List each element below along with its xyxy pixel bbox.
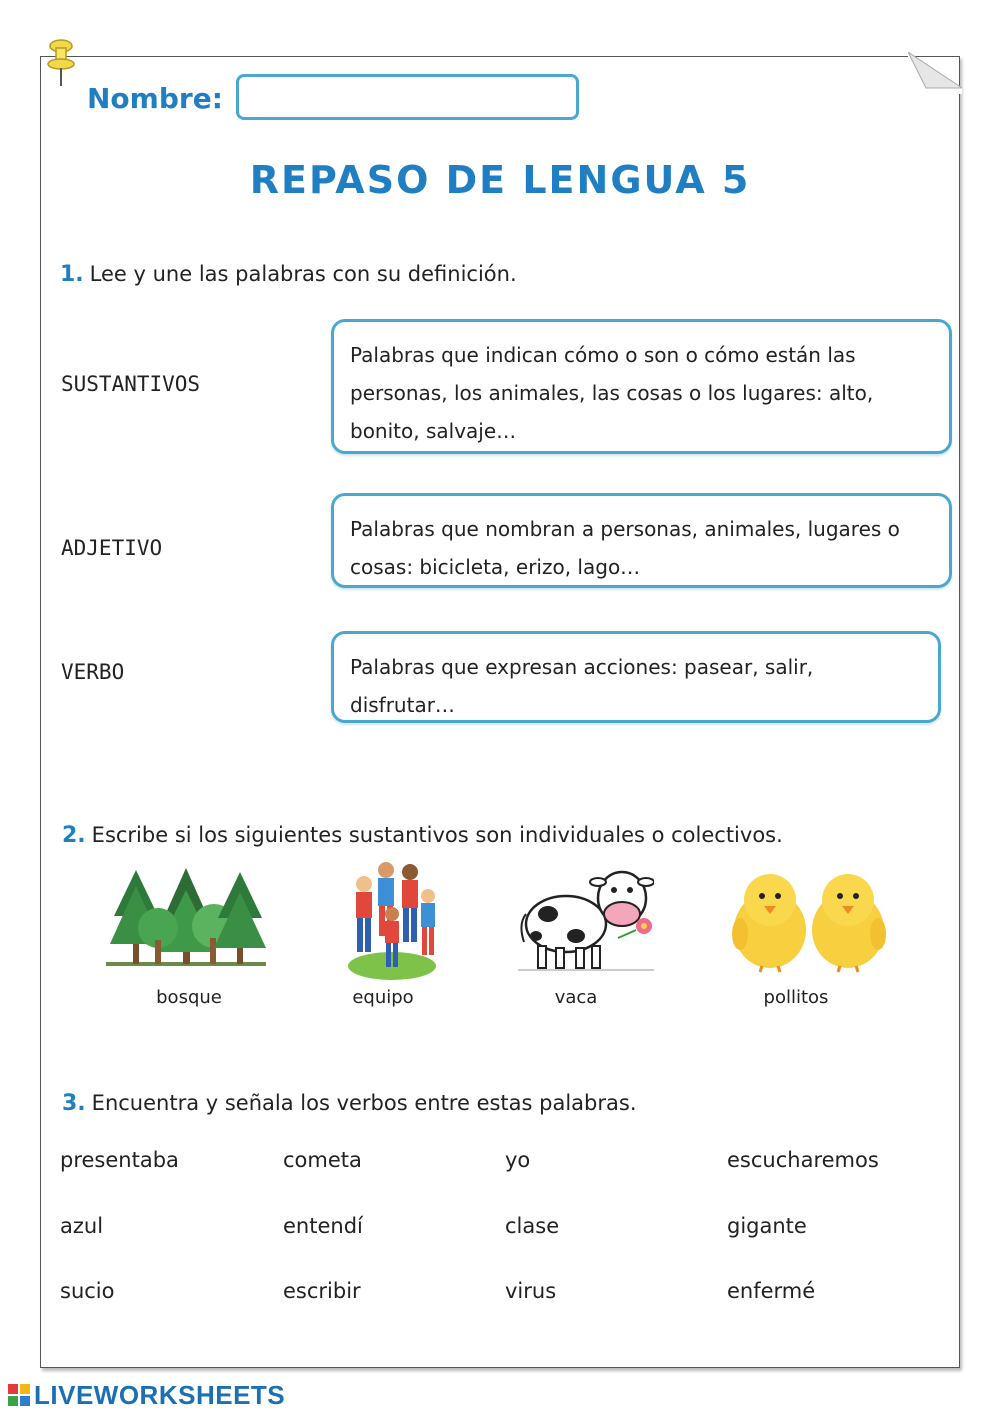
definition-box-2[interactable]: Palabras que nombran a personas, animales, lugares o cosas: bicicleta, erizo, lago… — [331, 493, 952, 588]
word-yo[interactable]: yo — [505, 1148, 531, 1172]
forest-icon — [106, 866, 266, 970]
exercise2-heading — [62, 823, 783, 848]
liveworksheets-logo-icon — [8, 1384, 30, 1406]
exercise1-instruction: Lee y une las palabras con su definición. — [89, 262, 517, 286]
worksheet-title: REPASO DE LENGUA 5 — [249, 158, 751, 202]
definition-box-1[interactable]: Palabras que indican cómo o son o cómo están las personas, los animales, las cosas o los lugares: alto, bonito, salvaje… — [331, 319, 952, 454]
word-gigante[interactable]: gigante — [727, 1214, 807, 1238]
word-clase[interactable]: clase — [505, 1214, 560, 1238]
exercise1-heading — [60, 262, 517, 287]
word-escucharemos[interactable]: escucharemos — [727, 1148, 879, 1172]
caption-vaca: vaca — [554, 987, 598, 1008]
term-sustantivos[interactable]: SUSTANTIVOS — [61, 372, 201, 396]
name-input[interactable] — [236, 74, 579, 120]
exercise2-instruction: Escribe si los siguientes sustantivos son individuales o colectivos. — [91, 823, 783, 847]
word-entendi[interactable]: entendí — [283, 1214, 363, 1238]
name-label: Nombre: — [87, 82, 223, 115]
cow-icon — [518, 864, 654, 974]
page-curl-icon — [908, 52, 962, 94]
word-azul[interactable]: azul — [60, 1214, 104, 1238]
caption-equipo: equipo — [352, 987, 414, 1008]
word-escribir[interactable]: escribir — [283, 1279, 361, 1303]
word-virus[interactable]: virus — [505, 1279, 557, 1303]
pushpin-icon — [44, 38, 78, 88]
term-adjetivo[interactable]: ADJETIVO — [61, 536, 163, 560]
exercise3-number: 3. — [62, 1091, 86, 1116]
brand-name[interactable]: LIVEWORKSHEETS — [34, 1380, 286, 1410]
word-presentaba[interactable]: presentaba — [60, 1148, 179, 1172]
exercise2-number: 2. — [62, 823, 86, 848]
term-verbo[interactable]: VERBO — [61, 660, 125, 684]
exercise3-instruction: Encuentra y señala los verbos entre estas palabras. — [91, 1091, 637, 1115]
team-icon — [344, 856, 440, 980]
caption-bosque: bosque — [156, 987, 222, 1008]
exercise1-number: 1. — [60, 262, 84, 287]
definition-box-3[interactable]: Palabras que expresan acciones: pasear, salir, disfrutar… — [331, 631, 941, 723]
word-sucio[interactable]: sucio — [60, 1279, 115, 1303]
chicks-icon — [726, 866, 894, 974]
word-cometa[interactable]: cometa — [283, 1148, 362, 1172]
word-enferme[interactable]: enfermé — [727, 1279, 816, 1303]
exercise3-heading — [62, 1091, 637, 1116]
caption-pollitos: pollitos — [763, 987, 829, 1008]
